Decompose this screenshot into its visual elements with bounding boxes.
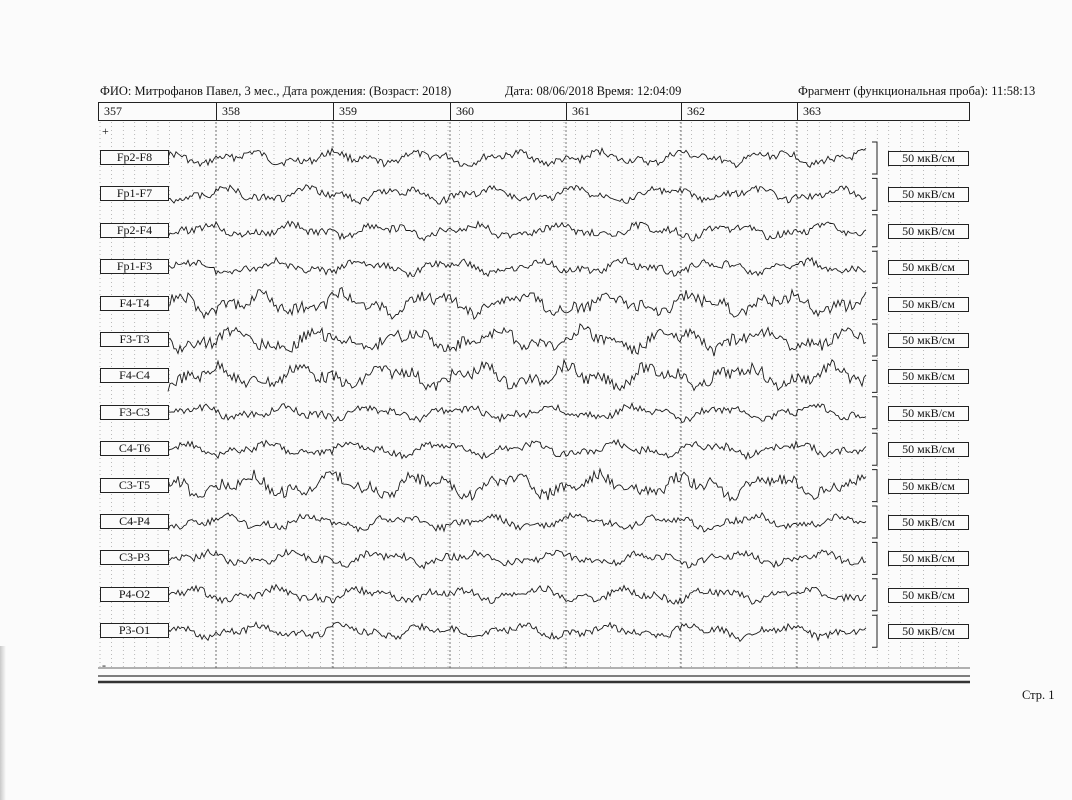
calibration-bracket [872,433,877,465]
channel-label: F4-C4 [100,368,169,383]
eeg-trace [168,148,866,167]
channel-scale: 50 мкВ/см [888,515,969,530]
recording-date-time: Дата: 08/06/2018 Время: 12:04:09 [505,84,682,98]
calibration-bracket [872,324,877,356]
channel-scale: 50 мкВ/см [888,479,969,494]
calibration-bracket [872,360,877,392]
time-tick: 361 [567,103,682,120]
channel-scale: 50 мкВ/см [888,260,969,275]
calibration-bracket [872,470,877,502]
channel-label: C3-T5 [100,478,169,493]
channel-label: C3-P3 [100,550,169,565]
channel-label: Fp1-F3 [100,259,169,274]
channel-label: F3-T3 [100,332,169,347]
channel-scale: 50 мкВ/см [888,551,969,566]
channel-scale: 50 мкВ/см [888,369,969,384]
fragment-info: Фрагмент (функциональная проба): 11:58:13 [798,84,1036,98]
channel-scale: 50 мкВ/см [888,624,969,639]
channel-label: Fp2-F4 [100,223,169,238]
channel-scale: 50 мкВ/см [888,297,969,312]
time-tick: 362 [682,103,798,120]
time-tick: 363 [803,104,821,118]
channel-scale: 50 мкВ/см [888,151,969,166]
time-tick: 360 [451,103,567,120]
channel-label: P3-O1 [100,623,169,638]
channel-scale: 50 мкВ/см [888,187,969,202]
channel-scale: 50 мкВ/см [888,442,969,457]
channel-label: C4-T6 [100,441,169,456]
scan-shadow [0,646,6,800]
channel-label: Fp1-F7 [100,186,169,201]
calibration-bracket [872,288,877,320]
channel-scale: 50 мкВ/см [888,224,969,239]
channel-label: P4-O2 [100,587,169,602]
calibration-bracket [872,397,877,429]
time-tick: 359 [334,103,451,120]
eeg-trace [168,258,866,277]
calibration-bracket [872,542,877,574]
calibration-bracket [872,579,877,611]
channel-label: F3-C3 [100,405,169,420]
calibration-bracket [872,506,877,538]
page-number: Стр. 1 [1022,688,1055,702]
time-tick: 358 [217,103,334,120]
plus-marker: + [102,124,109,138]
channel-scale: 50 мкВ/см [888,406,969,421]
calibration-bracket [872,142,877,174]
patient-info: ФИО: Митрофанов Павел, 3 мес., Дата рождения: (Возраст: 2018) [100,84,452,98]
time-tick: 357 [99,103,217,120]
calibration-bracket [872,251,877,283]
calibration-bracket [872,215,877,247]
eeg-trace [168,469,866,501]
calibration-bracket [872,178,877,210]
channel-label: F4-T4 [100,296,169,311]
channel-scale: 50 мкВ/см [888,333,969,348]
eeg-trace [168,324,866,356]
minus-marker: - [102,658,106,672]
channel-label: C4-P4 [100,514,169,529]
channel-scale: 50 мкВ/см [888,588,969,603]
channel-label: Fp2-F8 [100,150,169,165]
calibration-bracket [872,615,877,647]
